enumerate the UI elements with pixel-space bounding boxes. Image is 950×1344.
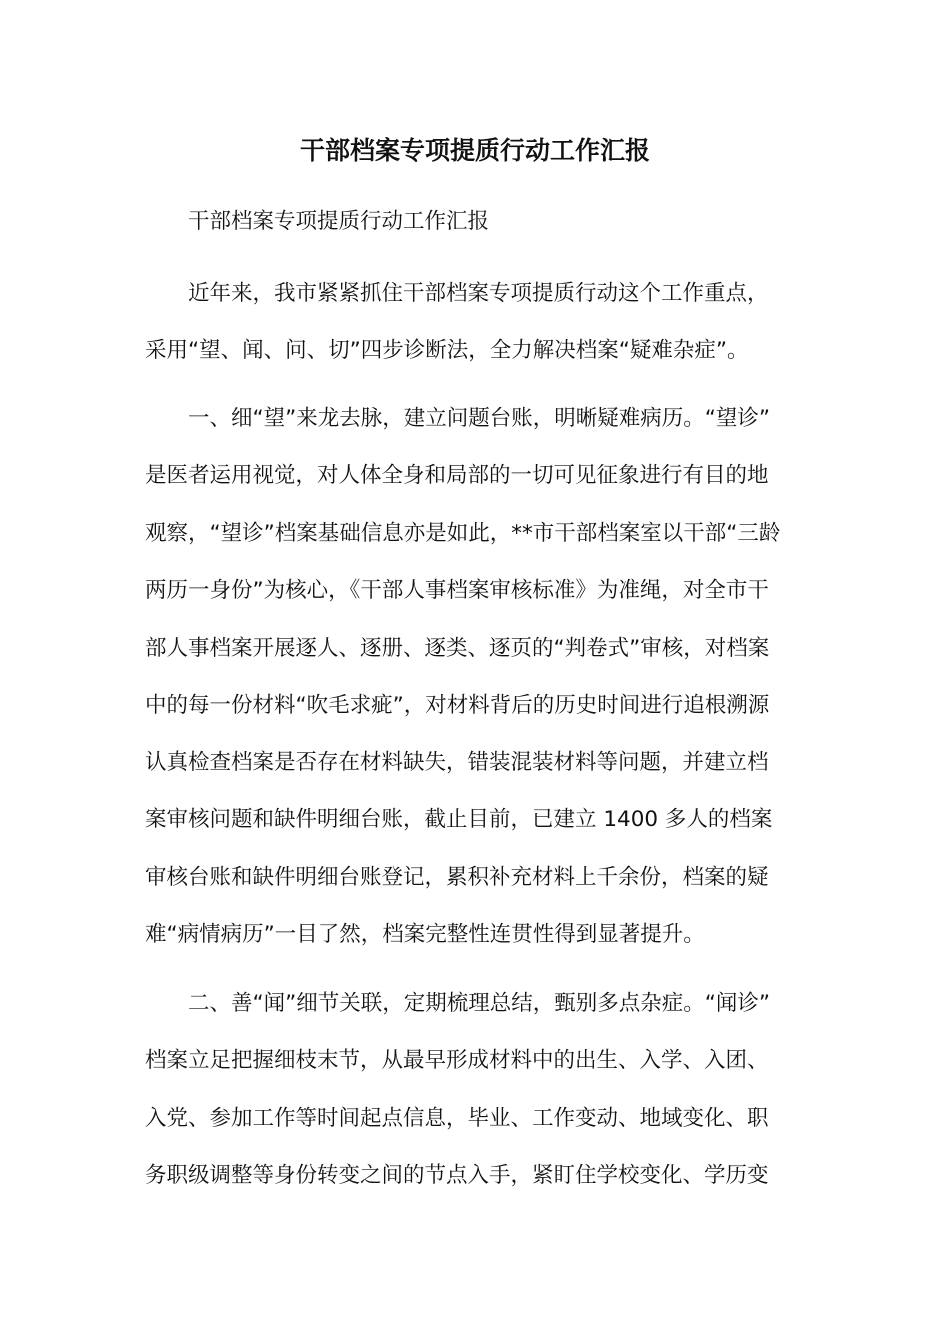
text-line: 干部档案专项提质行动工作汇报 [145,209,490,234]
text-line: 审核台账和缺件明细台账登记，累积补充材料上千余份，档案的疑 [145,865,769,890]
text-line: 认真检查档案是否存在材料缺失，错装混装材料等问题，并建立档 [145,750,769,775]
text-line: 两历一身份”为核心，《干部人事档案审核标准》为准绳，对全市干 [145,578,769,603]
text-line: 难“病情病历”一目了然，档案完整性连贯性得到显著提升。 [145,922,705,947]
text-line: 中的每一份材料“吹毛求疵”，对材料背后的历史时间进行追根溯源 [145,693,770,718]
text-line: 部人事档案开展逐人、逐册、逐类、逐页的“判卷式”审核，对档案 [145,636,770,661]
text-line: 是医者运用视觉，对人体全身和局部的一切可见征象进行有目的地 [145,463,769,488]
text-line: 二、善“闻”细节关联，定期梳理总结，甄别多点杂症。“闻诊” [145,991,771,1016]
document-title: 干部档案专项提质行动工作汇报 [299,136,650,165]
text-line: 一、细“望”来龙去脉，建立问题台账，明晰疑难病历。“望诊” [145,406,771,431]
text-line: 案审核问题和缺件明细台账，截止目前，已建立 1400 多人的档案 [145,807,773,832]
text-line: 采用“望、闻、问、切”四步诊断法，全力解决档案“疑难杂症”。 [145,338,749,363]
text-line: 近年来，我市紧紧抓住干部档案专项提质行动这个工作重点， [145,281,769,306]
text-line: 务职级调整等身份转变之间的节点入手，紧盯住学校变化、学历变 [145,1163,769,1188]
text-line: 入党、参加工作等时间起点信息，毕业、工作变动、地域变化、职 [145,1106,769,1131]
text-line: 观察，“望诊”档案基础信息亦是如此，**市干部档案室以干部“三龄 [145,521,781,546]
text-line: 档案立足把握细枝末节，从最早形成材料中的出生、入学、入团、 [145,1048,769,1073]
